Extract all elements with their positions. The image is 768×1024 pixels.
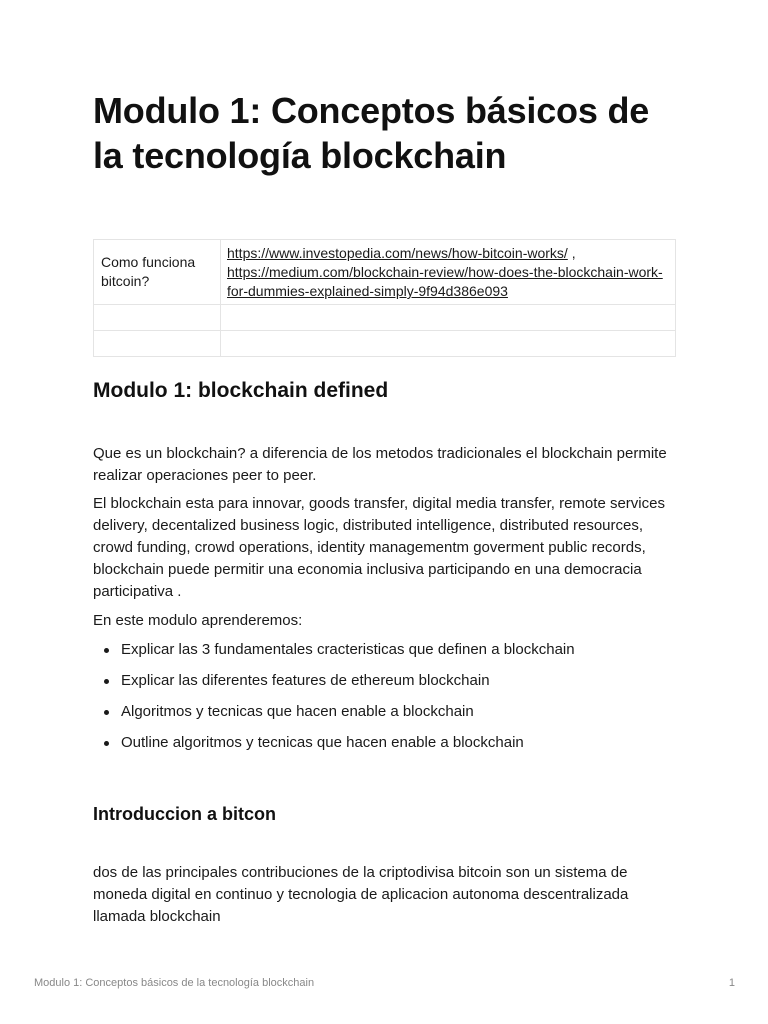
section-heading: Modulo 1: blockchain defined <box>93 379 389 402</box>
table-row <box>94 331 676 357</box>
table-row <box>94 305 676 331</box>
bullet-icon <box>104 679 109 684</box>
row-label: Como funciona bitcoin? <box>101 254 196 289</box>
list-item: Explicar las diferentes features de ethereum blockchain <box>93 670 676 701</box>
bullet-icon <box>104 648 109 653</box>
table-row <box>94 240 676 305</box>
table-cell <box>94 240 221 305</box>
page-title: Modulo 1: Conceptos básicos de la tecnología blockchain <box>93 90 650 176</box>
table-cell <box>94 331 221 357</box>
medium-link[interactable]: https://medium.com/blockchain-review/how-does-the-blockchain-work-for-dummies-explained-simply-9f94d386e093 <box>227 264 663 299</box>
table-cell <box>221 305 676 331</box>
bullet-icon <box>104 741 109 746</box>
bullet-icon <box>104 710 109 715</box>
bullet-list <box>93 639 676 763</box>
list-item: Explicar las 3 fundamentales cracteristicas que definen a blockchain <box>93 639 676 670</box>
list-item: Outline algoritmos y tecnicas que hacen enable a blockchain <box>93 732 676 763</box>
paragraph: dos de las principales contribuciones de la criptodivisa bitcoin son un sistema de moneda digital en continuo y tecnologia de aplicacion autonoma descentralizada llamada blockchain <box>93 864 629 925</box>
table-cell <box>221 240 676 305</box>
paragraph: El blockchain esta para innovar, goods transfer, digital media transfer, remote services delivery, decentalized business logic, distributed intelligence, distributed resources, crowd funding, crowd operations, identity managementm goverment public records, blockchain puede permitir una economia inclusiva participando en una democracia participativa . <box>93 495 665 600</box>
page-number: 1 <box>728 977 735 989</box>
footer-title: Modulo 1: Conceptos básicos de la tecnología blockchain <box>34 977 315 989</box>
section-heading: Introduccion a bitcon <box>93 804 276 824</box>
table-cell <box>221 331 676 357</box>
investopedia-link[interactable]: https://www.investopedia.com/news/how-bitcoin-works/ <box>227 245 568 261</box>
table-cell <box>94 305 221 331</box>
link-separator: , <box>567 245 576 261</box>
reference-table <box>93 239 676 357</box>
list-item: Algoritmos y tecnicas que hacen enable a blockchain <box>93 701 676 732</box>
paragraph: En este modulo aprenderemos: <box>93 612 303 629</box>
paragraph: Que es un blockchain? a diferencia de los metodos tradicionales el blockchain permite realizar operaciones peer to peer. <box>93 445 667 484</box>
page-footer <box>34 976 735 990</box>
